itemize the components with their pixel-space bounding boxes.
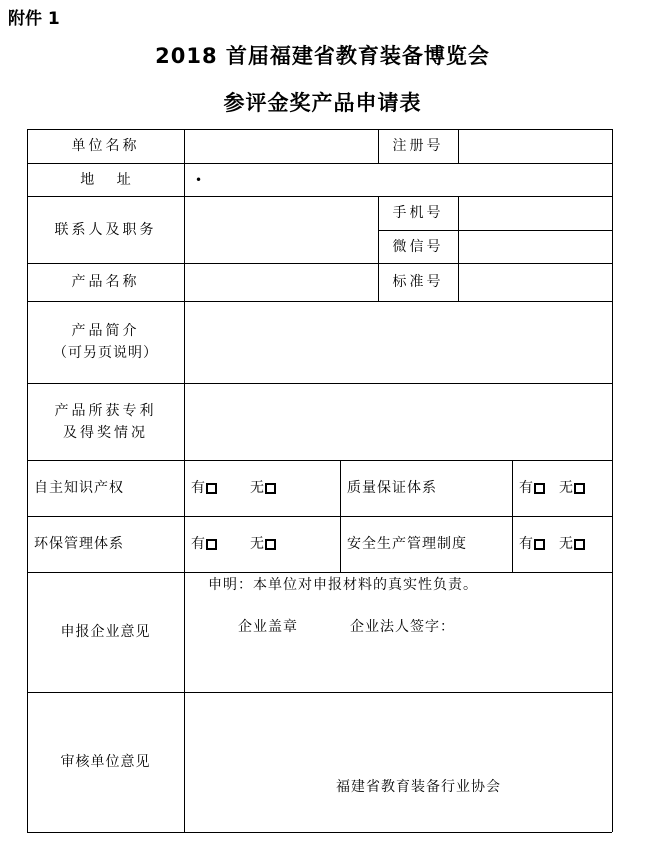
review-org: 福建省教育装备行业协会	[336, 779, 501, 795]
ip-yes-checkbox[interactable]	[206, 483, 217, 494]
env-yes-option[interactable]	[191, 533, 217, 555]
mobile-label: 手机号	[392, 205, 444, 221]
env-options	[184, 516, 340, 572]
quality-label: 质量保证体系	[347, 480, 437, 496]
product-intro-line1: 产品简介	[71, 323, 140, 339]
reg-no-field[interactable]	[458, 129, 612, 163]
applicant-seal: 企业盖章	[238, 619, 298, 635]
env-no-label: 无	[250, 536, 264, 552]
mobile-field[interactable]	[458, 196, 612, 230]
quality-no-option[interactable]	[559, 477, 585, 499]
reg-no-label: 注册号	[392, 138, 444, 154]
form-title: 2018 首届福建省教育装备博览会	[155, 44, 490, 68]
safety-yes-label: 有	[519, 536, 533, 552]
ip-label: 自主知识产权	[34, 480, 124, 496]
standard-no-field[interactable]	[458, 263, 612, 301]
wechat-field[interactable]	[458, 230, 612, 263]
quality-yes-option[interactable]	[519, 477, 545, 499]
table-rule	[27, 832, 612, 833]
safety-label: 安全生产管理制度	[347, 536, 467, 552]
unit-name-field[interactable]	[184, 129, 378, 163]
product-intro-label	[27, 301, 184, 383]
product-name-label: 产品名称	[71, 274, 140, 290]
table-rule	[612, 129, 613, 832]
safety-no-option[interactable]	[559, 533, 585, 555]
product-intro-field[interactable]	[184, 301, 612, 383]
env-yes-label: 有	[191, 536, 205, 552]
quality-no-label: 无	[559, 480, 573, 496]
address-bullet: •	[195, 172, 203, 187]
contact-field[interactable]	[184, 196, 378, 263]
address-label	[27, 163, 184, 196]
contact-label: 联系人及职务	[54, 221, 157, 238]
ip-no-label: 无	[250, 480, 264, 496]
quality-no-checkbox[interactable]	[574, 483, 585, 494]
applicant-opinion-label: 申报企业意见	[60, 624, 151, 640]
ip-options	[184, 460, 340, 516]
address-field[interactable]	[184, 163, 612, 196]
ip-yes-label: 有	[191, 480, 205, 496]
attachment-label: 附件 1	[8, 9, 60, 29]
quality-yes-label: 有	[519, 480, 533, 496]
patent-awards-line1: 产品所获专利	[54, 402, 157, 419]
address-label-text: 地 址	[80, 171, 131, 188]
standard-no-label: 标准号	[392, 274, 444, 290]
patent-awards-label	[27, 383, 184, 460]
quality-yes-checkbox[interactable]	[534, 483, 545, 494]
review-opinion-label: 审核单位意见	[60, 754, 151, 770]
safety-yes-checkbox[interactable]	[534, 539, 545, 550]
product-name-field[interactable]	[184, 263, 378, 301]
safety-yes-option[interactable]	[519, 533, 545, 555]
env-no-option[interactable]	[250, 533, 276, 555]
applicant-signature: 企业法人签字：	[350, 619, 455, 635]
safety-no-label: 无	[559, 536, 573, 552]
env-yes-checkbox[interactable]	[206, 539, 217, 550]
env-no-checkbox[interactable]	[265, 539, 276, 550]
form-subtitle: 参评金奖产品申请表	[223, 91, 422, 115]
product-intro-line2: （可另页说明）	[53, 345, 158, 361]
ip-no-option[interactable]	[250, 477, 276, 499]
patent-awards-field[interactable]	[184, 383, 612, 460]
applicant-statement: 申明：本单位对申报材料的真实性负责。	[208, 577, 478, 593]
wechat-label: 微信号	[392, 238, 444, 255]
patent-awards-line2: 及得奖情况	[63, 424, 148, 441]
env-label: 环保管理体系	[34, 536, 124, 552]
safety-no-checkbox[interactable]	[574, 539, 585, 550]
ip-yes-option[interactable]	[191, 477, 217, 499]
review-opinion-field[interactable]	[184, 692, 612, 832]
unit-name-label: 单位名称	[71, 138, 140, 154]
safety-options	[512, 516, 612, 572]
quality-options	[512, 460, 612, 516]
ip-no-checkbox[interactable]	[265, 483, 276, 494]
